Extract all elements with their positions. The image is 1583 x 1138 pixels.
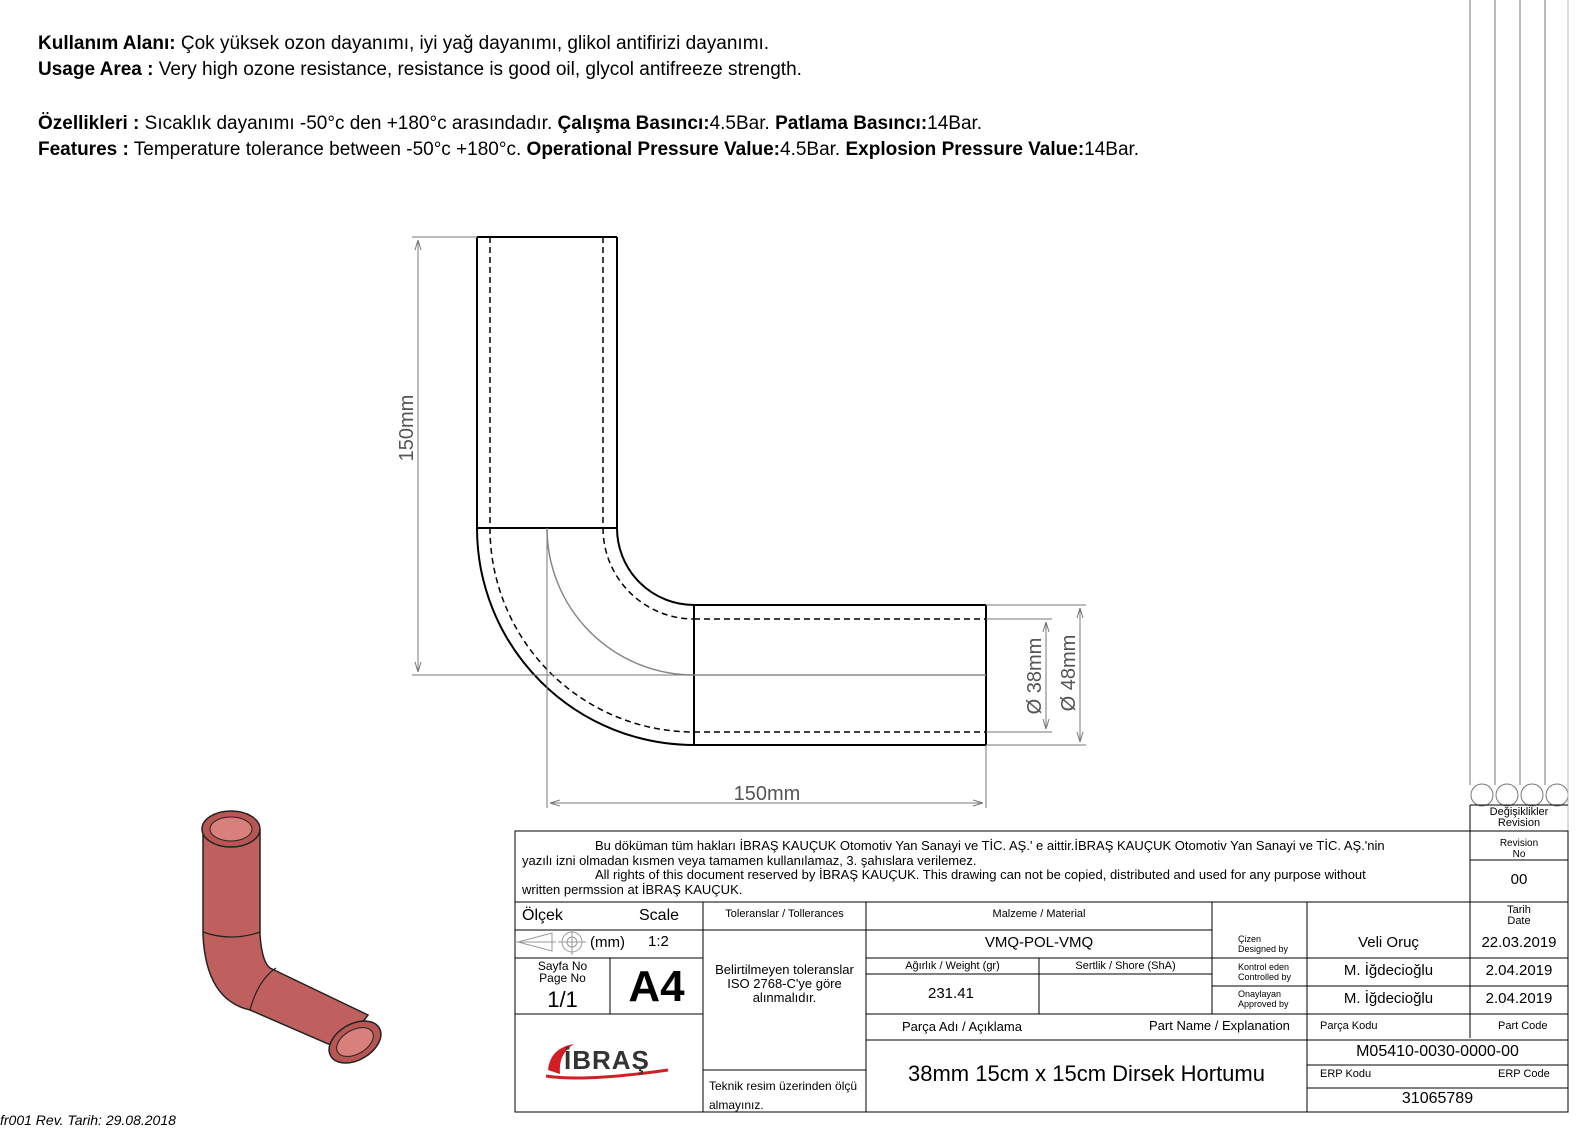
erp-label-tr: ERP Kodu xyxy=(1320,1068,1372,1080)
dimension-lines xyxy=(412,237,1086,808)
tolerances-text: Belirtilmeyen toleranslar ISO 2768-C'ye göre alınmalıdır. xyxy=(715,962,854,1005)
erp-label-en: ERP Code xyxy=(1498,1068,1550,1080)
scale-value: 1:2 xyxy=(648,933,669,950)
copyright-tr-1: Bu döküman tüm hakları İBRAŞ KAUÇUK Otomotiv Yan Sanayi ve TİC. AŞ.' e aittir.İBRAŞ KAUÇUK Otomotiv Yan Sanayi ve TİC. AŞ.'nin xyxy=(595,838,1385,853)
dim-inner-label: Ø 38mm xyxy=(1024,637,1046,715)
part-code-label-tr: Parça Kodu xyxy=(1320,1020,1378,1032)
features-tr: Özellikleri : Sıcaklık dayanımı -50°c den +180°c arasındadır. Çalışma Basıncı:4.5Bar. Patlama Basıncı:14Bar. xyxy=(38,113,983,134)
copyright-en-2: written permssion at İBRAŞ KAUÇUK. xyxy=(522,882,743,897)
projection-symbol xyxy=(515,930,586,955)
dim-width-label: 150mm xyxy=(733,783,801,805)
controlled-by: M. İğdecioğlu xyxy=(1343,962,1434,979)
usage-tr: Kullanım Alanı: Çok yüksek ozon dayanımı, iyi yağ dayanımı, glikol antifirizi dayanımı. xyxy=(38,33,770,54)
part-code: M05410-0030-0000-00 xyxy=(1356,1043,1519,1060)
date-header: Tarih Date xyxy=(1507,904,1531,927)
centerline xyxy=(547,528,986,675)
drawing-note: Teknik resim üzerinden ölçü almayınız. xyxy=(709,1079,858,1112)
controlled-header: Kontrol eden Controlled by xyxy=(1238,962,1292,982)
usage-en: Usage Area : Very high ozone resistance, resistance is good oil, glycol antifreeze strength. xyxy=(38,59,802,80)
approved-date: 2.04.2019 xyxy=(1485,990,1553,1007)
hose-3d-render xyxy=(202,811,388,1072)
approved-by: M. İğdecioğlu xyxy=(1343,990,1434,1007)
page-number: 1/1 xyxy=(547,987,578,1012)
material-value: VMQ-POL-VMQ xyxy=(984,934,1094,951)
paper-size: A4 xyxy=(628,962,685,1011)
company-logo xyxy=(544,1040,672,1082)
scale-label-en: Scale xyxy=(639,907,680,924)
erp-code: 31065789 xyxy=(1401,1090,1474,1107)
approved-header: Onaylayan Approved by xyxy=(1238,989,1289,1009)
part-name: 38mm 15cm x 15cm Dirsek Hortumu xyxy=(908,1061,1265,1086)
part-name-label-tr: Parça Adı / Açıklama xyxy=(902,1019,1022,1034)
scale-label-tr: Ölçek xyxy=(522,907,563,924)
weight-value: 231.41 xyxy=(928,985,974,1002)
part-name-label-en: Part Name / Explanation xyxy=(1149,1018,1290,1033)
revision-no-header: Revision No xyxy=(1499,838,1539,860)
hose-inner-dashed xyxy=(490,237,986,732)
features-en: Features : Temperature tolerance between -50°c +180°c. Operational Pressure Value:4.5Bar. Explosion Pressure Value:14Bar. xyxy=(38,139,1140,160)
dim-height-label: 150mm xyxy=(396,394,418,462)
material-label: Malzeme / Material xyxy=(992,908,1086,920)
logo-text: İBRAŞ xyxy=(564,1045,650,1075)
revision-no: 00 xyxy=(1510,871,1528,888)
part-code-label-en: Part Code xyxy=(1498,1020,1548,1032)
units: (mm) xyxy=(590,934,625,951)
form-revision: fr001 Rev. Tarih: 29.08.2018 xyxy=(0,1112,176,1128)
controlled-date: 2.04.2019 xyxy=(1485,962,1553,979)
copyright-tr-2: yazılı izni olmadan kısmen veya tamamen kullanılamaz, 3. şahıslara verilemez. xyxy=(522,853,977,868)
copyright-en-1: All rights of this document reserved by İBRAŞ KAUÇUK. This drawing can not be copied, distributed and used for any purpose without xyxy=(595,867,1366,882)
hose-outline xyxy=(477,237,986,745)
weight-label: Ağırlık / Weight (gr) xyxy=(905,960,1000,972)
revision-columns xyxy=(1470,0,1568,806)
designed-by: Veli Oruç xyxy=(1358,934,1419,951)
dim-outer-label: Ø 48mm xyxy=(1058,634,1080,712)
designed-header: Çizen Designed by xyxy=(1238,934,1289,954)
revisions-header: Değişiklikler Revision xyxy=(1489,806,1549,829)
page-no-header: Sayfa No Page No xyxy=(537,959,588,985)
shore-label: Sertlik / Shore (ShA) xyxy=(1075,960,1176,972)
tolerances-label: Toleranslar / Tollerances xyxy=(725,908,844,920)
designed-date: 22.03.2019 xyxy=(1481,934,1557,951)
